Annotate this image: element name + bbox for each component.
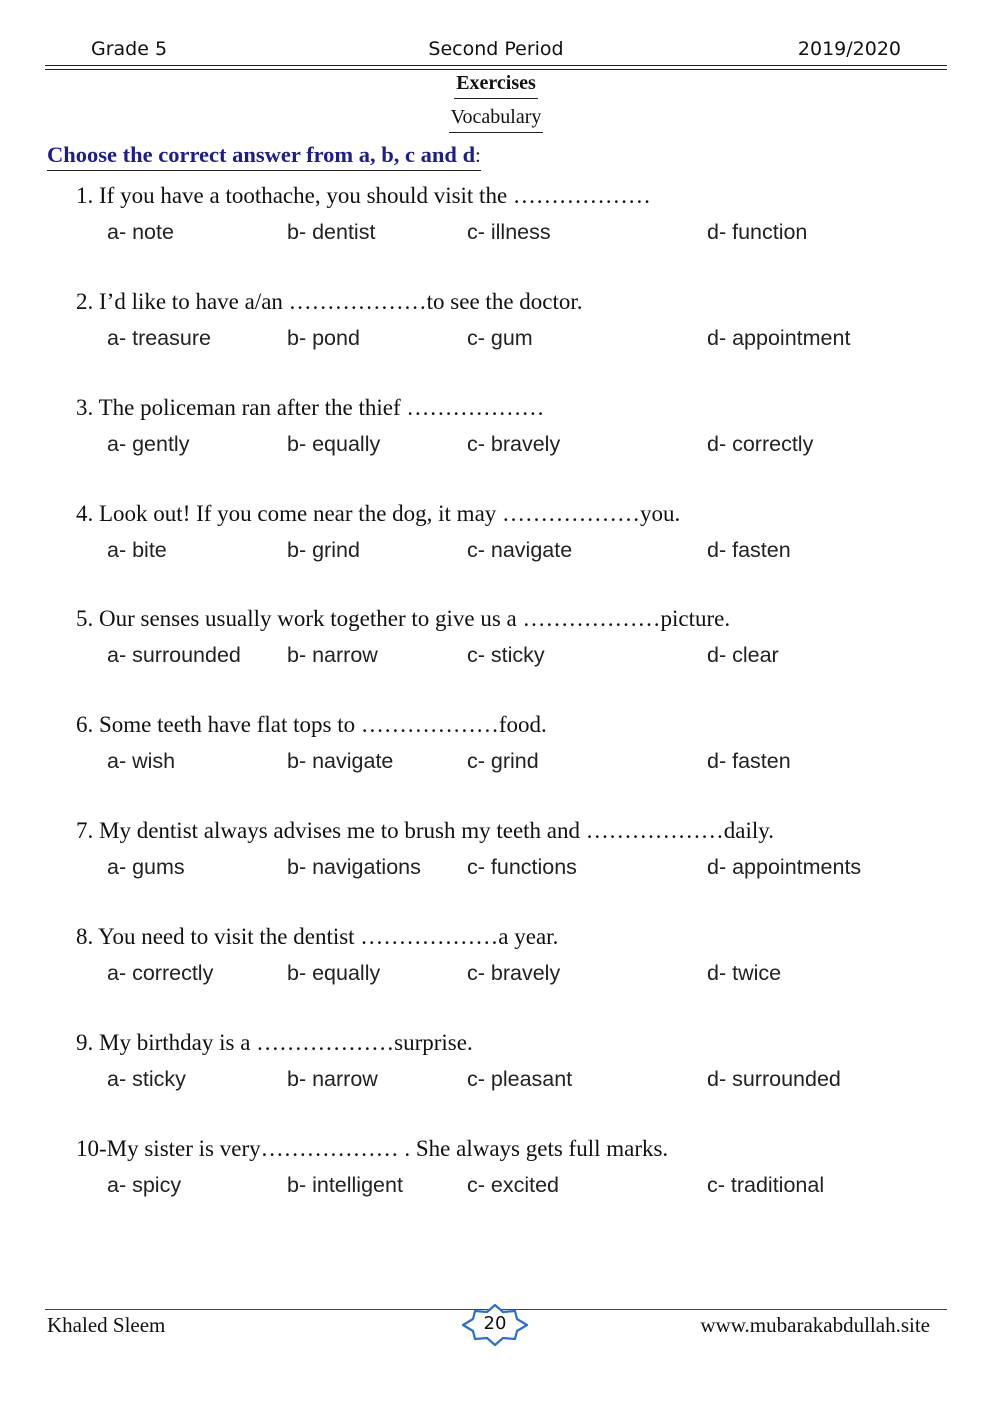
question-5 [76, 603, 936, 671]
question-text: 1. If you have a toothache, you should visit the ……………… [76, 183, 651, 208]
option-a: a- spicy [107, 1173, 182, 1197]
option-a: a- gums [107, 855, 185, 879]
options-row [76, 851, 936, 883]
header-period: Second Period [428, 38, 564, 60]
option-b: b- pond [287, 326, 360, 350]
header-grade: Grade 5 [91, 38, 168, 60]
page-header [45, 36, 947, 64]
option-a: a- sticky [107, 1067, 186, 1091]
option-d: d- twice [707, 961, 782, 985]
options-row [76, 216, 936, 248]
option-c: c- functions [467, 855, 577, 879]
option-d: d- appointment [707, 326, 851, 350]
option-a: a- note [107, 220, 174, 244]
question-text: 9. My birthday is a ………………surprise. [76, 1030, 473, 1055]
option-a: a- bite [107, 538, 167, 562]
options-row [76, 745, 936, 777]
option-b: b- equally [287, 961, 381, 985]
instruction-heading [47, 142, 481, 171]
option-c: c- bravely [467, 961, 561, 985]
option-b: b- intelligent [287, 1173, 403, 1197]
option-b: b- narrow [287, 643, 378, 667]
option-b: b- navigate [287, 749, 394, 773]
option-c: c- navigate [467, 538, 573, 562]
instruction-colon: : [475, 145, 481, 167]
question-1 [76, 180, 936, 248]
option-c: c- sticky [467, 643, 545, 667]
question-text: 2. I’d like to have a/an ………………to see the doctor. [76, 289, 583, 314]
option-b: b- grind [287, 538, 360, 562]
exercises-heading: Exercises [454, 72, 538, 99]
option-b: b- equally [287, 432, 381, 456]
option-d: d- appointments [707, 855, 862, 879]
question-7 [76, 815, 936, 883]
subsection-title [0, 106, 992, 133]
option-c: c- excited [467, 1173, 560, 1197]
option-d: d- function [707, 220, 808, 244]
option-a: a- wish [107, 749, 176, 773]
page-number: 20 [483, 1313, 507, 1334]
option-c: c- bravely [467, 432, 561, 456]
question-9 [76, 1027, 936, 1095]
option-a: a- surrounded [107, 643, 241, 667]
question-text: 7. My dentist always advises me to brush my teeth and ………………daily. [76, 818, 774, 843]
option-c: c- pleasant [467, 1067, 573, 1091]
options-row [76, 322, 936, 354]
option-d: d- fasten [707, 749, 791, 773]
question-text: 3. The policeman ran after the thief ……………… [76, 395, 545, 420]
options-row [76, 639, 936, 671]
option-a: a- treasure [107, 326, 211, 350]
option-d: d- correctly [707, 432, 814, 456]
question-6 [76, 709, 936, 777]
option-d: d- surrounded [707, 1067, 841, 1091]
question-text: 10-My sister is very……………… . She always gets full marks. [76, 1136, 669, 1161]
header-year: 2019/2020 [797, 38, 901, 60]
footer-website: www.mubarakabdullah.site [700, 1313, 930, 1337]
question-2 [76, 286, 936, 354]
options-row [76, 957, 936, 989]
option-b: b- narrow [287, 1067, 378, 1091]
option-d: c- traditional [707, 1173, 825, 1197]
option-b: b- dentist [287, 220, 376, 244]
option-c: c- gum [467, 326, 533, 350]
instruction-text: Choose the correct answer from a, b, c and d [47, 142, 476, 167]
option-d: d- fasten [707, 538, 791, 562]
vocabulary-heading: Vocabulary [449, 106, 544, 133]
option-b: b- navigations [287, 855, 421, 879]
footer-author: Khaled Sleem [47, 1313, 166, 1337]
options-row [76, 428, 936, 460]
option-c: c- illness [467, 220, 551, 244]
question-text: 6. Some teeth have flat tops to ………………food. [76, 712, 547, 737]
question-8 [76, 921, 936, 989]
option-d: d- clear [707, 643, 779, 667]
option-c: c- grind [467, 749, 539, 773]
option-a: a- gently [107, 432, 190, 456]
options-row [76, 534, 936, 566]
question-text: 5. Our senses usually work together to give us a ………………picture. [76, 606, 731, 631]
question-text: 4. Look out! If you come near the dog, it may ………………you. [76, 501, 681, 526]
section-title [0, 72, 992, 99]
page-number-badge [459, 1303, 531, 1347]
question-3 [76, 392, 936, 460]
options-row [76, 1169, 936, 1201]
question-4 [76, 498, 936, 566]
question-text: 8. You need to visit the dentist ………………a year. [76, 924, 559, 949]
header-divider [45, 65, 947, 66]
header-divider-thin [45, 69, 947, 70]
question-10 [76, 1133, 936, 1201]
option-a: a- correctly [107, 961, 214, 985]
options-row [76, 1063, 936, 1095]
